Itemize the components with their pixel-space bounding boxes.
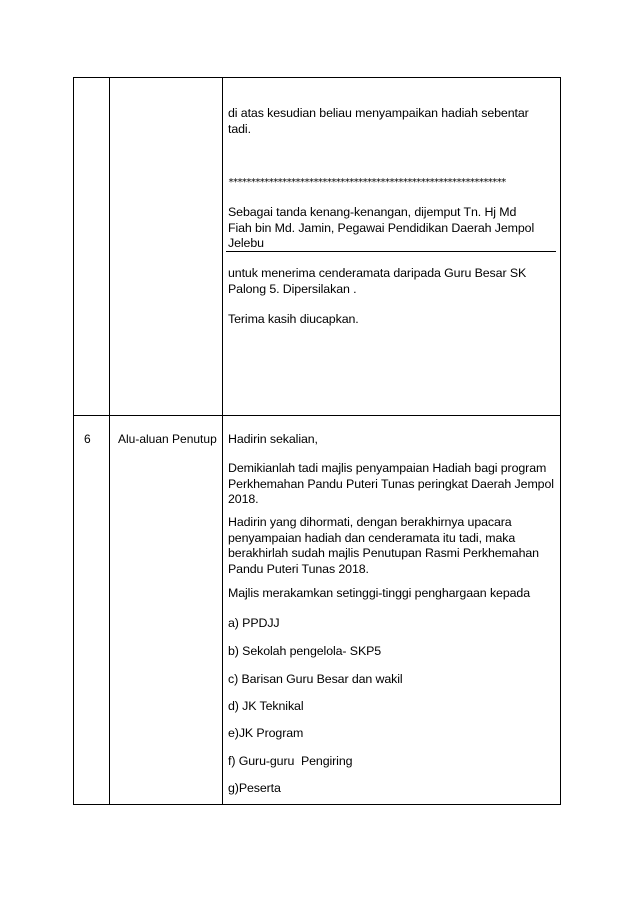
prev-row-paragraph-2-line-3: Jelebu (228, 236, 264, 251)
list-item: b) Sekolah pengelola- SKP5 (228, 644, 382, 658)
underline-rule (226, 251, 556, 252)
prev-row-paragraph-4: Terima kasih diucapkan. (228, 312, 359, 326)
row-number: 6 (84, 432, 91, 446)
list-item: d) JK Teknikal (228, 699, 304, 713)
row-divider (74, 415, 560, 416)
prev-row-paragraph-2-line-2: Fiah bin Md. Jamin, Pegawai Pendidikan Daerah Jempol (228, 220, 535, 235)
prev-row-paragraph-3: untuk menerima cenderamata daripada Guru Besar SK Palong 5. Dipersilakan . (228, 266, 527, 296)
separator-stars: ************************************************************** (228, 177, 506, 188)
list-item: e)JK Program (228, 726, 304, 740)
prev-row-paragraph-2-line-1: Sebagai tanda kenang-kenangan, dijemput Tn. Hj Md (228, 205, 517, 219)
list-item: c) Barisan Guru Besar dan wakil (228, 672, 403, 686)
list-item: f) Guru-guru Pengiring (228, 754, 353, 768)
row-label: Alu-aluan Penutup (118, 432, 217, 446)
row6-paragraph-3: Majlis merakamkan setinggi-tinggi penghargaan kepada (228, 586, 530, 600)
list-item: a) PPDJJ (228, 616, 280, 630)
prev-row-paragraph-1: di atas kesudian beliau menyampaikan hadiah sebentar tadi. (228, 106, 529, 136)
row6-greeting: Hadirin sekalian, (228, 432, 318, 446)
row6-paragraph-2: Hadirin yang dihormati, dengan berakhirnya upacara penyampaian hadiah dan cenderamata itu tadi, maka berakhirlah sudah majlis Penutupan Rasmi Perkhemahan Pandu Puteri Tunas 2018. (228, 515, 539, 576)
column-divider-2 (222, 78, 223, 804)
row6-paragraph-1: Demikianlah tadi majlis penyampaian Hadiah bagi program Perkhemahan Pandu Puteri Tunas peringkat Daerah Jempol 2018. (228, 461, 554, 507)
column-divider-1 (109, 78, 110, 804)
list-item: g)Peserta (228, 781, 281, 795)
